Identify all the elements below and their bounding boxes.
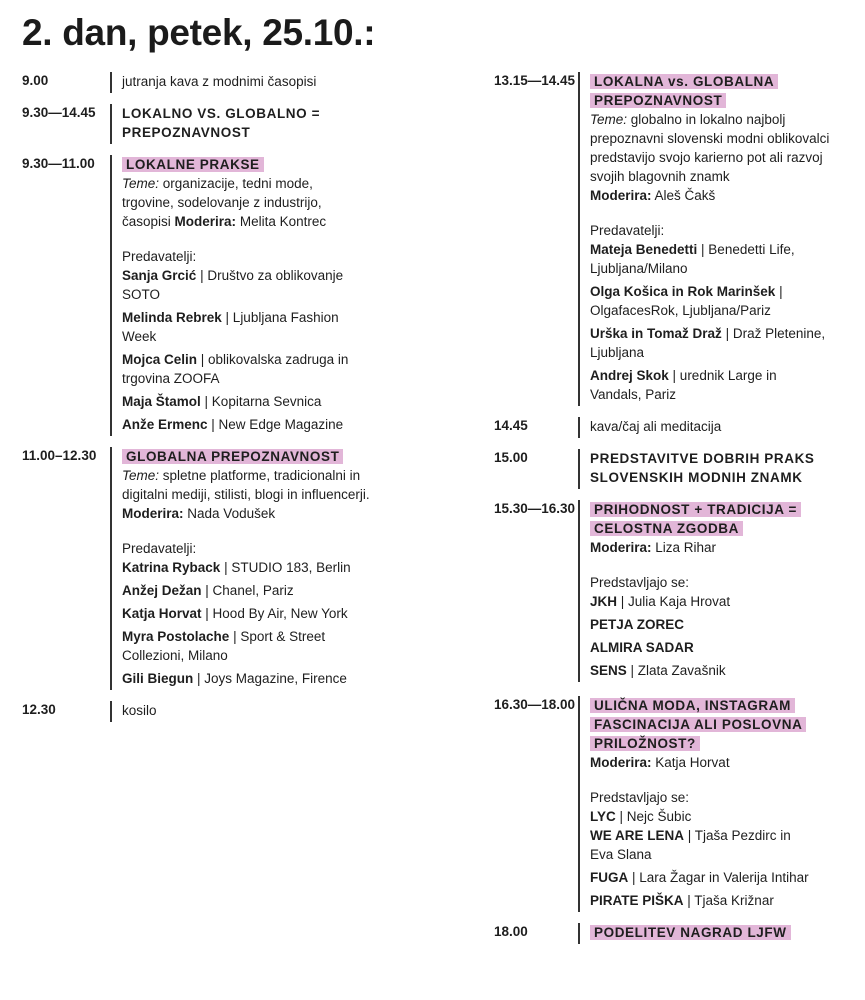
- moderator-name: Nada Vodušek: [187, 506, 276, 521]
- entry-time: 15.00: [494, 450, 528, 465]
- speaker-item: [122, 669, 372, 688]
- presenters-label: Predstavljajo se:: [590, 575, 690, 590]
- entry-body: [110, 447, 372, 690]
- presenter-affiliation: | Tjaša Križnar: [687, 893, 774, 908]
- entry-time: 11.00–12.30: [22, 448, 97, 463]
- session-description: [122, 174, 357, 231]
- speaker-item: [122, 415, 357, 434]
- speaker-item: [590, 324, 835, 362]
- session-title-highlight: PRIHODNOST + TRADICIJA = CELOSTNA ZGODBA: [590, 502, 801, 536]
- presenter-item: [590, 661, 820, 680]
- speaker-item: [122, 266, 357, 304]
- entry-time: 18.00: [494, 924, 528, 939]
- session-title-highlight: ULIČNA MODA, INSTAGRAM FASCINACIJA ALI POSLOVNA PRILOŽNOST?: [590, 698, 806, 751]
- speaker-name: Myra Postolache: [122, 629, 230, 644]
- presenter-item: [590, 592, 820, 611]
- speaker-name: Gili Biegun: [122, 671, 194, 686]
- presenter-item: [590, 826, 815, 864]
- moderator-name: Katja Horvat: [655, 755, 730, 770]
- entry-time: 13.15—14.45: [494, 73, 576, 88]
- moderator-line: [590, 538, 820, 557]
- entry-body: [578, 500, 820, 682]
- entry-body: [578, 923, 844, 944]
- presenter-affiliation: | Nejc Šubic: [619, 809, 692, 824]
- spacer: [122, 231, 357, 247]
- presenter-name: ALMIRA SADAR: [590, 640, 694, 655]
- spacer: [590, 205, 835, 221]
- speaker-name: Mateja Benedetti: [590, 242, 698, 257]
- speaker-affiliation: | urednik Large in Vandals, Pariz: [590, 368, 777, 402]
- entry-text: kava/čaj ali meditacija: [590, 419, 722, 434]
- presenter-affiliation: | Zlata Zavašnik: [630, 663, 726, 678]
- entry-body: [578, 417, 844, 438]
- speakers-label: Predavatelji:: [122, 249, 197, 264]
- presenter-item: [590, 638, 820, 657]
- moderator-line: [590, 186, 835, 205]
- speaker-item: [122, 308, 357, 346]
- session-description: [122, 466, 372, 504]
- schedule-entry: [22, 155, 422, 436]
- session-title-highlight: PODELITEV NAGRAD LJFW: [590, 925, 791, 940]
- speaker-affiliation: | Draž Pletenine, Ljubljana: [590, 326, 826, 360]
- schedule-entry: [22, 72, 422, 93]
- entry-time: 16.30—18.00: [494, 697, 576, 712]
- speaker-affiliation: | Joys Magazine, Firence: [197, 671, 347, 686]
- session-title-highlight: GLOBALNA PREPOZNAVNOST: [122, 449, 343, 464]
- tema-text: globalno in lokalno najbolj prepoznavni slovenski modni oblikovalci predstavijo svojo karierno pot ali razvoj svojih blagovnih znamk: [590, 112, 830, 184]
- session-description: [590, 110, 835, 186]
- entry-time: 15.30—16.30: [494, 501, 576, 516]
- presenter-name: PIRATE PIŠKA: [590, 893, 684, 908]
- speakers-label: Predavatelji:: [122, 541, 197, 556]
- moderator-label: Moderira:: [174, 214, 237, 229]
- speaker-item: [590, 366, 815, 404]
- presenters-label: Predstavljajo se:: [590, 790, 690, 805]
- spacer: [590, 772, 815, 788]
- moderator-line: [122, 504, 372, 523]
- tema-label: Teme:: [122, 176, 160, 191]
- entry-time: 9.30—11.00: [22, 156, 95, 171]
- entry-body: [110, 701, 422, 722]
- entry-body: [110, 72, 422, 93]
- entry-body: [578, 696, 815, 912]
- schedule-entry: [494, 696, 844, 912]
- presenter-name: FUGA: [590, 870, 629, 885]
- section-heading: PREDSTAVITVE DOBRIH PRAKS SLOVENSKIH MODNIH ZNAMK: [590, 451, 815, 485]
- presenter-item: [590, 615, 820, 634]
- speaker-item: [590, 240, 835, 278]
- speaker-name: Katja Horvat: [122, 606, 202, 621]
- speaker-name: Mojca Celin: [122, 352, 198, 367]
- speaker-affiliation: | Ljubljana Fashion Week: [122, 310, 339, 344]
- presenter-name: WE ARE LENA: [590, 828, 684, 843]
- moderator-label: Moderira:: [590, 540, 652, 555]
- spacer: [590, 557, 820, 573]
- presenter-name: SENS: [590, 663, 627, 678]
- speakers-label: Predavatelji:: [590, 223, 665, 238]
- schedule-entry: [494, 449, 844, 489]
- entry-time: 14.45: [494, 418, 528, 433]
- presenter-item: [590, 868, 815, 887]
- speaker-item: [590, 282, 835, 320]
- moderator-label: Moderira:: [590, 755, 652, 770]
- schedule-entry: [494, 417, 844, 438]
- speaker-affiliation: | Sport & Street Collezioni, Milano: [122, 629, 326, 663]
- entry-body: [110, 104, 422, 144]
- speaker-item: [122, 581, 372, 600]
- speaker-affiliation: | Benedetti Life, Ljubljana/Milano: [590, 242, 795, 276]
- schedule-column-left: [22, 72, 422, 733]
- presenter-item: [590, 891, 815, 910]
- speaker-name: Anžej Dežan: [122, 583, 202, 598]
- speaker-name: Sanja Grcić: [122, 268, 197, 283]
- presenter-affiliation: | Tjaša Pezdirc in Eva Slana: [590, 828, 791, 862]
- speaker-affiliation: | OlgafacesRok, Ljubljana/Pariz: [590, 284, 783, 318]
- schedule-entry: [494, 72, 844, 406]
- entry-body: [578, 72, 835, 406]
- session-title-highlight: LOKALNA vs. GLOBALNA PREPOZNAVNOST: [590, 74, 778, 108]
- presenter-affiliation: | Lara Žagar in Valerija Intihar: [632, 870, 809, 885]
- moderator-name: Liza Rihar: [655, 540, 717, 555]
- section-heading: LOKALNO VS. GLOBALNO = PREPOZNAVNOST: [122, 106, 321, 140]
- tema-label: Teme:: [122, 468, 160, 483]
- tema-text: spletne platforme, tradicionalni in digitalni mediji, stilisti, blogi in influencerji.: [122, 468, 370, 502]
- presenter-name: LYC: [590, 809, 616, 824]
- schedule-entry: [22, 447, 422, 690]
- speaker-item: [122, 392, 357, 411]
- speaker-name: Andrej Skok: [590, 368, 669, 383]
- presenter-name: PETJA ZOREC: [590, 617, 685, 632]
- entry-body: [578, 449, 830, 489]
- schedule-entry: [494, 500, 844, 682]
- speaker-affiliation: | Društvo za oblikovanje SOTO: [122, 268, 344, 302]
- speaker-affiliation: | Kopitarna Sevnica: [204, 394, 322, 409]
- speaker-name: Urška in Tomaž Draž: [590, 326, 722, 341]
- presenter-item: [590, 807, 815, 826]
- schedule-entry: [22, 701, 422, 722]
- moderator-name: Aleš Čakš: [654, 188, 716, 203]
- speaker-name: Melinda Rebrek: [122, 310, 222, 325]
- speaker-name: Anže Ermenc: [122, 417, 208, 432]
- moderator-line: [590, 753, 815, 772]
- speaker-name: Maja Štamol: [122, 394, 201, 409]
- speaker-affiliation: | oblikovalska zadruga in trgovina ZOOFA: [122, 352, 349, 386]
- schedule-entry: [22, 104, 422, 144]
- entry-text: jutranja kava z modnimi časopisi: [122, 74, 317, 89]
- speaker-affiliation: | Chanel, Pariz: [205, 583, 294, 598]
- entry-time: 9.30—14.45: [22, 105, 96, 120]
- tema-label: Teme:: [590, 112, 628, 127]
- presenter-name: JKH: [590, 594, 618, 609]
- presenter-affiliation: | Julia Kaja Hrovat: [620, 594, 731, 609]
- session-title-highlight: LOKALNE PRAKSE: [122, 157, 264, 172]
- entry-text: kosilo: [122, 703, 157, 718]
- page-title: 2. dan, petek, 25.10.:: [22, 12, 376, 53]
- speaker-affiliation: | STUDIO 183, Berlin: [224, 560, 351, 575]
- speaker-affiliation: | New Edge Magazine: [211, 417, 344, 432]
- moderator-label: Moderira:: [122, 506, 184, 521]
- entry-time: 9.00: [22, 73, 49, 88]
- speaker-name: Katrina Ryback: [122, 560, 221, 575]
- speaker-name: Olga Košica in Rok Marinšek: [590, 284, 776, 299]
- moderator-name: Melita Kontrec: [239, 214, 327, 229]
- entry-body: [110, 155, 357, 436]
- schedule-entry: [494, 923, 844, 944]
- moderator-label: Moderira:: [590, 188, 652, 203]
- speaker-item: [122, 350, 357, 388]
- speaker-item: [122, 627, 347, 665]
- speaker-item: [122, 604, 372, 623]
- speaker-item: [122, 558, 372, 577]
- entry-time: 12.30: [22, 702, 56, 717]
- schedule-column-right: [494, 72, 844, 955]
- spacer: [122, 523, 372, 539]
- tema-text: organizacije, tedni mode, trgovine, sodelovanje z industrijo, časopisi: [122, 176, 322, 229]
- speaker-affiliation: | Hood By Air, New York: [205, 606, 348, 621]
